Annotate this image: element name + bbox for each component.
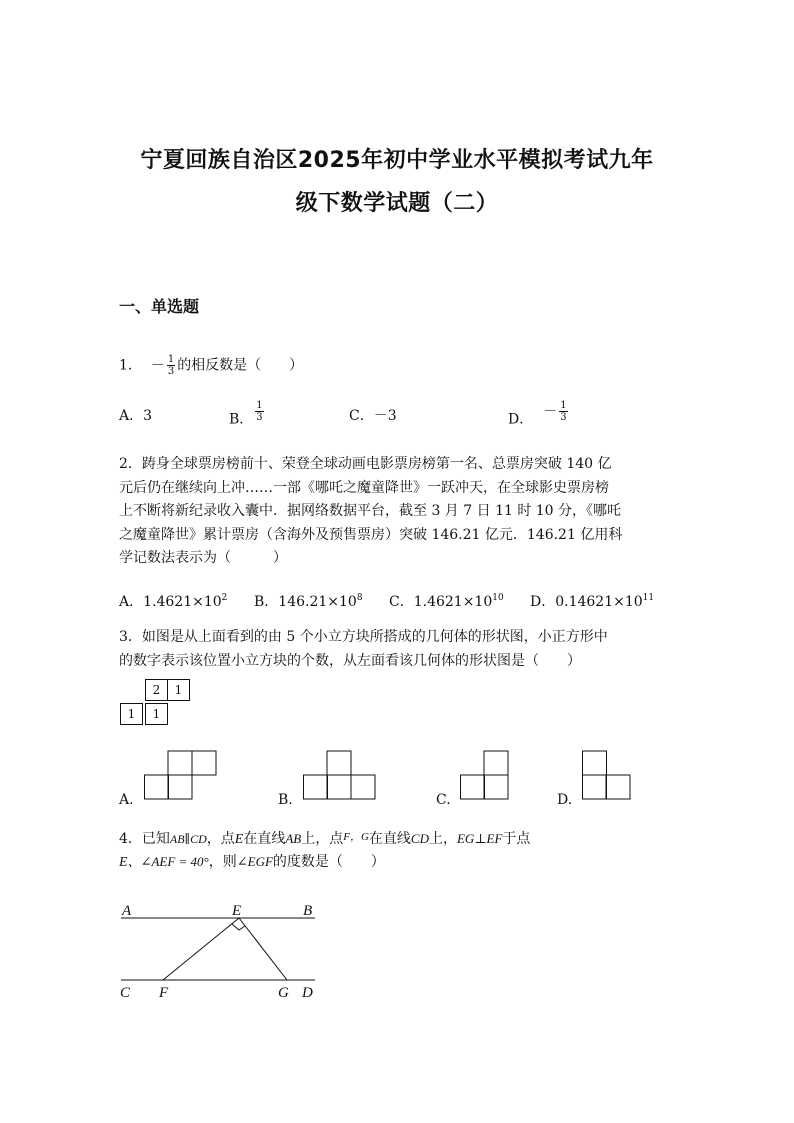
q3-option-c-label[interactable]: C. <box>436 792 451 808</box>
grid-cell: 1 <box>167 679 190 701</box>
q3-option-c-shape[interactable] <box>460 750 512 801</box>
q3-option-a-shape[interactable] <box>144 750 218 801</box>
q2-option-d[interactable]: D．$0.14621\times 10^{11}$ <box>530 593 655 610</box>
question-number: 1. <box>119 357 133 374</box>
section-heading: 一、单选题 <box>119 297 200 316</box>
question-4-line2: E、∠AEF = 40°，则∠EGF的度数是（ ） <box>119 854 385 870</box>
option-d[interactable]: D． － $\frac{1}{3}$ <box>508 400 567 428</box>
label-e: E <box>232 903 242 919</box>
q2-option-b[interactable]: B．$146.21\times 10^8$ <box>254 593 363 610</box>
question-text: 的相反数是（ ） <box>177 357 304 374</box>
grid-cell: 1 <box>120 703 143 725</box>
label-f: F <box>159 985 169 1001</box>
right-angle-marker <box>232 924 245 930</box>
q3-option-d-label[interactable]: D. <box>557 792 573 808</box>
fraction: $\frac{1}{3}$ <box>167 354 175 377</box>
q3-option-b-shape[interactable] <box>303 750 377 801</box>
question-1 <box>119 354 303 378</box>
option-c[interactable]: C．－3 <box>349 408 397 424</box>
q3-option-d-shape[interactable] <box>582 750 634 801</box>
question-2: 2．踌身全球票房榜前十、荣登全球动画电影票房榜第一名、总票房突破 140 亿 元后仍在继续向上冲……一部《哪吒之魔童降世》一跃冲天，在全球影史票房榜 上不断将新纪录收入囊中．据网络数据平台，截至 3 月 7 日 11 时 10 分，《哪吒 之魔童降世》累计票房（含海外及预售票房）突破 146.21 亿元．146.21 亿用科 学记数法表示为（ ） <box>119 456 623 566</box>
question-3: 3．如图是从上面看到的由 5 个小立方块所搭成的几何体的形状图，小正方形中 的数字表示该位置小立方块的个数，从左面看该几何体的形状图是（ ） <box>119 629 608 669</box>
label-d: D <box>302 985 313 1001</box>
label-b: B <box>303 903 313 919</box>
option-a[interactable]: A．3 <box>119 408 153 424</box>
question-4-line1: 4．已知AB∥CD，点E在直线AB上，点$^{F,G}$在直线CD上，EG⊥EF于点 <box>119 831 531 847</box>
segment-eg <box>239 918 287 980</box>
q3-option-b-label[interactable]: B. <box>278 792 293 808</box>
grid-cell: 2 <box>145 679 168 701</box>
grid-cell: 1 <box>145 703 168 725</box>
label-g: G <box>278 985 289 1001</box>
label-a: A <box>122 903 132 919</box>
negative-sign: － <box>150 357 165 374</box>
page-title-line2: 级下数学试题（二） <box>295 191 499 216</box>
label-c: C <box>120 985 131 1001</box>
page-title-line1: 宁夏回族自治区2025年初中学业水平模拟考试九年 <box>140 148 654 173</box>
segment-ef <box>163 918 239 980</box>
q2-option-a[interactable]: A．$1.4621\times 10^2$ <box>119 593 228 610</box>
geometry-figure <box>115 898 325 1004</box>
q3-option-a-label[interactable]: A. <box>119 792 134 808</box>
option-b[interactable]: B． $\frac{1}{3}$ <box>229 400 263 428</box>
q2-option-c[interactable]: C．$1.4621\times 10^{10}$ <box>389 593 504 610</box>
